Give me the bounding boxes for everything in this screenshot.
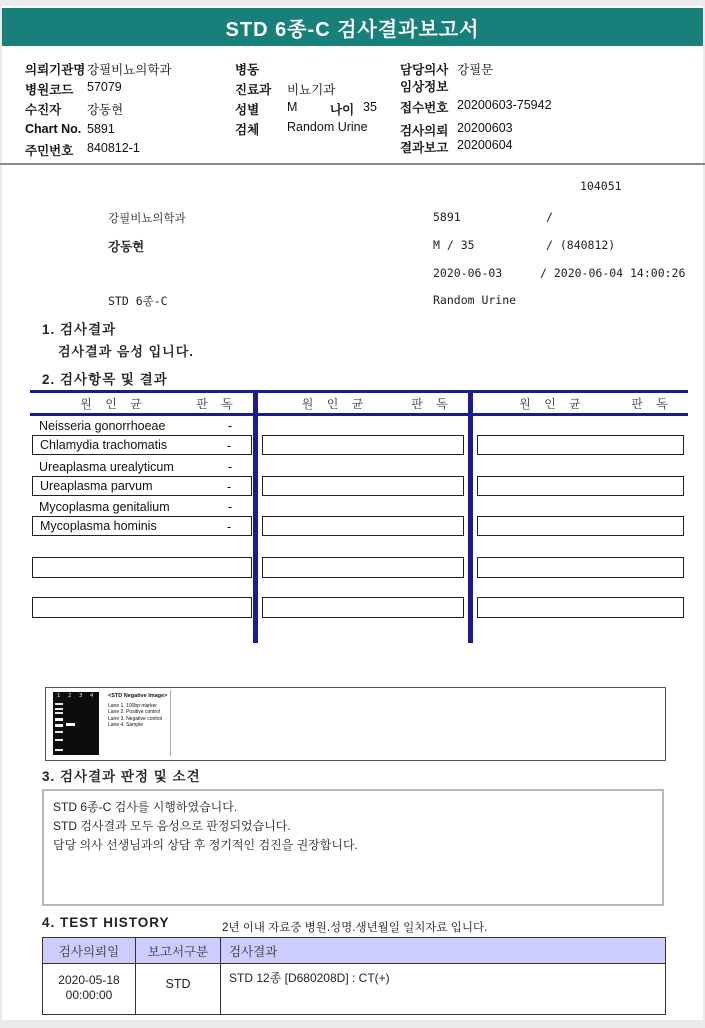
gel-title: <STD Negative Image> [108, 693, 168, 699]
gel-lane-label: Lane 3. Negative control [108, 715, 163, 722]
table-row [32, 457, 252, 476]
table-row [32, 497, 252, 516]
value-resident-no: 840812-1 [87, 141, 140, 155]
gel-lane-label: Lane 1. 100bp marker [108, 703, 157, 709]
sample-band [66, 723, 75, 726]
history-header-report-type: 보고서구분 [136, 938, 221, 963]
label-clinical-info: 임상정보 [400, 80, 449, 94]
history-header-request-date: 검사의뢰일 [43, 938, 136, 963]
column1-header [30, 395, 253, 411]
table-top-line [30, 390, 688, 393]
history-note: 2년 이내 자료중 병원.성명.생년월일 일치자료 입니다. [222, 922, 488, 934]
body-slash: / [546, 210, 553, 224]
label-sex: 성별 [235, 103, 260, 117]
column-separator-2 [468, 390, 473, 643]
section3-heading: 3. 검사결과 판정 및 소견 [42, 769, 201, 784]
label-report-date: 결과보고 [400, 141, 449, 155]
empty-result-box [477, 597, 684, 618]
label-requesting-org: 의뢰기관명 [25, 63, 86, 77]
section1-result-text: 검사결과 음성 입니다. [58, 344, 194, 359]
empty-result-box [477, 516, 684, 536]
label-department: 진료과 [235, 83, 272, 97]
label-doctor: 담당의사 [400, 63, 449, 77]
organism-result: - [227, 459, 233, 474]
table-row [32, 435, 252, 455]
empty-result-box [477, 476, 684, 496]
organism-name: Neisseria gonorrhoeae [39, 418, 166, 433]
label-resident-no: 주민번호 [25, 144, 74, 158]
value-report-date: 20200604 [457, 138, 513, 152]
body-report-datetime: / 2020-06-04 14:00:26 [540, 266, 686, 280]
body-birth: / (840812) [546, 238, 616, 252]
comment-line: 담당 의사 선생님과의 상담 후 정기적인 검진을 권장합니다. [53, 838, 358, 852]
organism-header-3: 원 인 균 [519, 396, 586, 411]
history-data-row [43, 964, 665, 1014]
organism-name: Ureaplasma parvum [40, 479, 153, 493]
gel-electrophoresis-image [53, 692, 99, 755]
section1-heading: 1. 검사결과 [42, 322, 117, 337]
label-hospital-code: 병원코드 [25, 83, 74, 97]
organism-name: Mycoplasma hominis [40, 519, 157, 533]
empty-result-box [477, 557, 684, 578]
body-specimen: Random Urine [433, 293, 517, 307]
history-report-type: STD [136, 964, 221, 1014]
column2-header [258, 395, 468, 411]
doc-number: 104051 [580, 179, 622, 193]
value-requesting-org: 강필비뇨의학과 [87, 63, 172, 77]
results-table [30, 390, 688, 643]
history-request-datetime [43, 964, 136, 1014]
empty-result-box [32, 597, 252, 618]
body-request-date: 2020-06-03 [433, 266, 503, 280]
section2-heading: 2. 검사항목 및 결과 [42, 372, 168, 387]
gel-image-panel [45, 687, 666, 761]
comment-line: STD 6종-C 검사를 시행하였습니다. [53, 800, 238, 814]
value-specimen: Random Urine [287, 120, 368, 134]
lane-number-1: 1 [57, 693, 61, 699]
column-separator-1 [253, 390, 258, 643]
organism-name: Mycoplasma genitalium [39, 499, 170, 514]
ladder-band [55, 724, 63, 727]
organism-header-2: 원 인 균 [301, 396, 369, 411]
ladder-band [55, 712, 63, 714]
comment-box [42, 789, 664, 906]
ladder-band [55, 749, 63, 751]
empty-result-box [262, 516, 464, 536]
section4-heading: 4. TEST HISTORY [42, 915, 170, 930]
label-chart-no: Chart No. [25, 122, 82, 136]
value-patient: 강동현 [87, 103, 124, 117]
value-accession-no: 20200603-75942 [457, 98, 552, 112]
label-specimen: 검체 [235, 123, 260, 137]
judgment-header-3: 판 독 [631, 396, 673, 411]
ladder-band [55, 731, 63, 733]
history-result: STD 12종 [D680208D] : CT(+) [229, 971, 390, 985]
organism-result: - [227, 418, 233, 433]
label-ward: 병동 [235, 63, 260, 77]
body-patient-name: 강동현 [108, 240, 145, 254]
organism-name: Ureaplasma urealyticum [39, 459, 174, 474]
header-separator [0, 163, 705, 165]
organism-header-1: 원 인 균 [80, 396, 147, 411]
history-header-result: 검사결과 [229, 944, 278, 959]
empty-result-box [262, 597, 464, 618]
value-hospital-code: 57079 [87, 80, 122, 94]
value-department: 비뇨기과 [287, 83, 336, 97]
empty-result-box [262, 435, 464, 455]
value-sex: M [287, 100, 298, 114]
body-chart-no: 5891 [433, 210, 461, 224]
history-header-row [43, 938, 665, 964]
gel-legend [108, 693, 168, 728]
history-request-date: 2020-05-18 [58, 973, 120, 987]
body-test-name: STD 6종-C [108, 294, 168, 308]
body-clinic-name: 강필비뇨의학과 [108, 211, 186, 225]
judgment-header-1: 판 독 [196, 396, 238, 411]
value-chart-no: 5891 [87, 122, 115, 136]
value-doctor: 강필문 [457, 63, 494, 77]
judgment-header-2: 판 독 [411, 396, 453, 411]
ladder-band [55, 718, 63, 721]
label-accession-no: 접수번호 [400, 101, 449, 115]
gel-panel-divider [170, 690, 171, 756]
table-row [32, 516, 252, 536]
table-row [32, 476, 252, 496]
report-title: STD 6종-C 검사결과보고서 [225, 18, 480, 41]
report-title-bar [2, 8, 703, 46]
organism-result: - [227, 499, 233, 514]
lane-number-2: 2 [68, 693, 72, 699]
empty-result-box [32, 557, 252, 578]
table-row [32, 416, 252, 435]
empty-result-box [477, 435, 684, 455]
history-request-time: 00:00:00 [65, 988, 113, 1002]
lane-number-4: 4 [90, 693, 94, 699]
lane-number-3: 3 [79, 693, 83, 699]
gel-lane-label: Lane 2. Positive control [108, 709, 160, 716]
ladder-band [55, 739, 63, 741]
comment-line: STD 검사결과 모두 음성으로 판정되었습니다. [53, 819, 291, 833]
label-request-date: 검사의뢰 [400, 124, 449, 138]
organism-result: - [226, 478, 232, 494]
body-sex-age: M / 35 [433, 238, 475, 252]
value-age: 35 [363, 100, 377, 114]
empty-result-box [262, 476, 464, 496]
column3-header [473, 395, 688, 411]
ladder-band [55, 708, 63, 710]
value-request-date: 20200603 [457, 121, 513, 135]
empty-result-box [262, 557, 464, 578]
label-patient: 수진자 [25, 103, 62, 117]
label-age: 나이 [330, 103, 355, 117]
bottom-margin-strip [0, 1020, 705, 1028]
left-margin-strip [0, 0, 2, 1028]
ladder-band [55, 703, 63, 705]
test-history-table [42, 937, 666, 1015]
organism-result: - [226, 437, 232, 453]
gel-lane-label: Lane 4. Sample [108, 721, 144, 728]
top-margin-strip [0, 0, 705, 6]
organism-result: - [226, 518, 232, 534]
organism-name: Chlamydia trachomatis [40, 438, 168, 452]
